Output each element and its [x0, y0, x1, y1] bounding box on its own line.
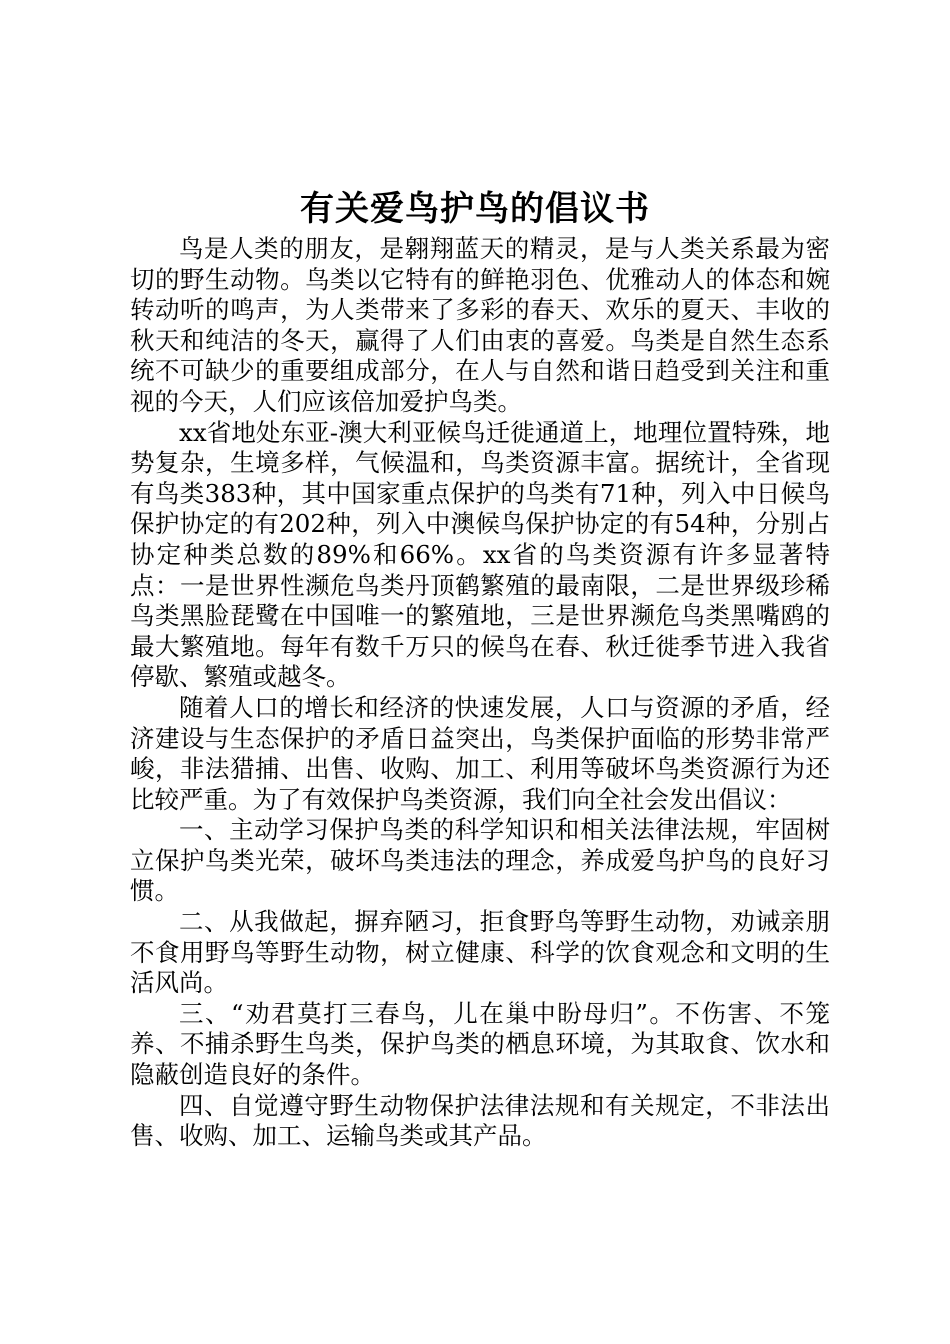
document-body [130, 234, 830, 1152]
paragraph-proposal-3: 三、“劝君莫打三春鸟，儿在巢中盼母归”。不伤害、不笼养、不捕杀野生鸟类，保护鸟类的栖息环境，为其取食、饮水和隐蔽创造良好的条件。 [130, 998, 830, 1090]
paragraph-proposal-4: 四、自觉遵守野生动物保护法律法规和有关规定，不非法出售、收购、加工、运输鸟类或其产品。 [130, 1090, 830, 1151]
paragraph-situation: 随着人口的增长和经济的快速发展，人口与资源的矛盾，经济建设与生态保护的矛盾日益突出，鸟类保护面临的形势非常严峻，非法猎捕、出售、收购、加工、利用等破坏鸟类资源行为还比较严重。为了有效保护鸟类资源，我们向全社会发出倡议： [130, 692, 830, 814]
paragraph-proposal-1: 一、主动学习保护鸟类的科学知识和相关法律法规，牢固树立保护鸟类光荣，破坏鸟类违法的理念，养成爱鸟护鸟的良好习惯。 [130, 815, 830, 906]
paragraph-proposal-2: 二、从我做起，摒弃陋习，拒食野鸟等野生动物，劝诫亲朋不食用野鸟等野生动物，树立健康、科学的饮食观念和文明的生活风尚。 [130, 907, 830, 998]
document-title: 有关爱鸟护鸟的倡议书 [300, 189, 650, 229]
paragraph-province-birds: xx省地处东亚-澳大利亚候鸟迁徙通道上，地理位置特殊，地势复杂，生境多样，气候温和，鸟类资源丰富。据统计，全省现有鸟类383种，其中国家重点保护的鸟类有71种，列入中日候鸟保护协定的有202种，列入中澳候鸟保护协定的有54种，分别占协定种类总数的89%和66%。xx省的鸟类资源有许多显著特点：一是世界性濒危鸟类丹顶鹤繁殖的最南限，二是世界级珍稀鸟类黑脸琵鹭在中国唯一的繁殖地，三是世界濒危鸟类黑嘴鸥的最大繁殖地。每年有数千万只的候鸟在春、秋迁徙季节进入我省停歇、繁殖或越冬。 [130, 417, 830, 692]
paragraph-intro: 鸟是人类的朋友，是翱翔蓝天的精灵，是与人类关系最为密切的野生动物。鸟类以它特有的鲜艳羽色、优雅动人的体态和婉转动听的鸣声，为人类带来了多彩的春天、欢乐的夏天、丰收的秋天和纯洁的冬天，赢得了人们由衷的喜爱。鸟类是自然生态系统不可缺少的重要组成部分，在人与自然和谐日趋受到关注和重视的今天，人们应该倍加爱护鸟类。 [130, 234, 830, 416]
